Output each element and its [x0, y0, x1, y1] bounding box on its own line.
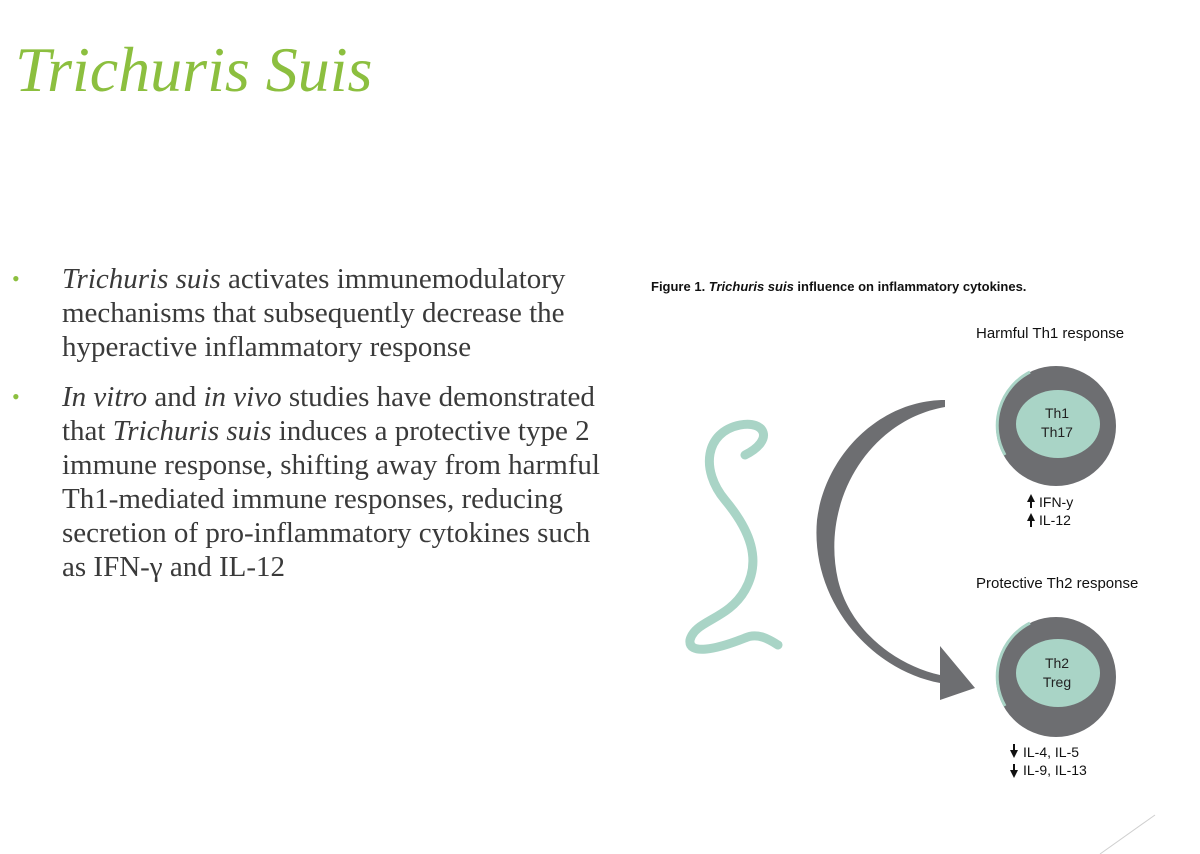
- th2-label-line: Th2: [1044, 655, 1070, 671]
- bullet-text: and: [147, 381, 204, 413]
- bullet-text: activates immunemodulatory mechanisms that subsequently decrease the hyperactive inflammatory response: [62, 263, 566, 363]
- th1-label-line: Th1: [1044, 405, 1070, 421]
- th17-label-line: Th17: [1041, 424, 1073, 440]
- bullet-marker: •: [12, 384, 20, 409]
- worm-illustration: [690, 424, 778, 649]
- figure-caption-italic: Trichuris suis: [708, 279, 794, 294]
- bullet-text: studies have demonstrated that: [62, 381, 595, 447]
- bullet-text-italic: In vitro: [62, 381, 148, 413]
- figure-caption-suffix: influence on inflammatory cytokines.: [793, 279, 1027, 294]
- corner-decoration-line: [1100, 815, 1155, 854]
- curved-arrow-icon: [816, 400, 975, 700]
- figure-caption-prefix: Figure 1.: [651, 279, 709, 294]
- up-arrow-icon: [1027, 494, 1035, 508]
- cytokine-il4-il5: IL-4, IL-5: [1023, 744, 1080, 760]
- th1-cell-label: [1022, 404, 1092, 442]
- protective-response-label: Protective Th2 response: [976, 575, 1139, 592]
- cytokine-ifn: IFN-y: [1039, 494, 1074, 510]
- bullet-text-italic: Trichuris suis: [112, 415, 272, 447]
- down-arrow-icon: [1010, 764, 1018, 778]
- up-arrow-icon: [1027, 513, 1035, 527]
- cytokine-il12: IL-12: [1039, 512, 1071, 528]
- bullet-text: induces a protective type 2 immune response, shifting away from harmful Th1-mediated immune responses, reducing secretion of pro-inflammatory cytokines such as IFN-γ and IL-12: [62, 415, 600, 583]
- bullet-text-italic: in vivo: [203, 381, 282, 413]
- cytokines-top: [1039, 493, 1073, 529]
- bullet-marker: •: [12, 266, 20, 291]
- th2-cell-label: [1022, 654, 1092, 692]
- cytokines-bottom: [1023, 743, 1087, 779]
- down-arrow-icon: [1010, 744, 1018, 758]
- cytokine-il9-il13: IL-9, IL-13: [1023, 762, 1087, 778]
- bullet-text-italic: Trichuris suis: [62, 263, 221, 295]
- treg-label-line: Treg: [1042, 674, 1072, 690]
- slide-title: Trichuris Suis: [15, 34, 373, 105]
- harmful-response-label: Harmful Th1 response: [976, 325, 1125, 342]
